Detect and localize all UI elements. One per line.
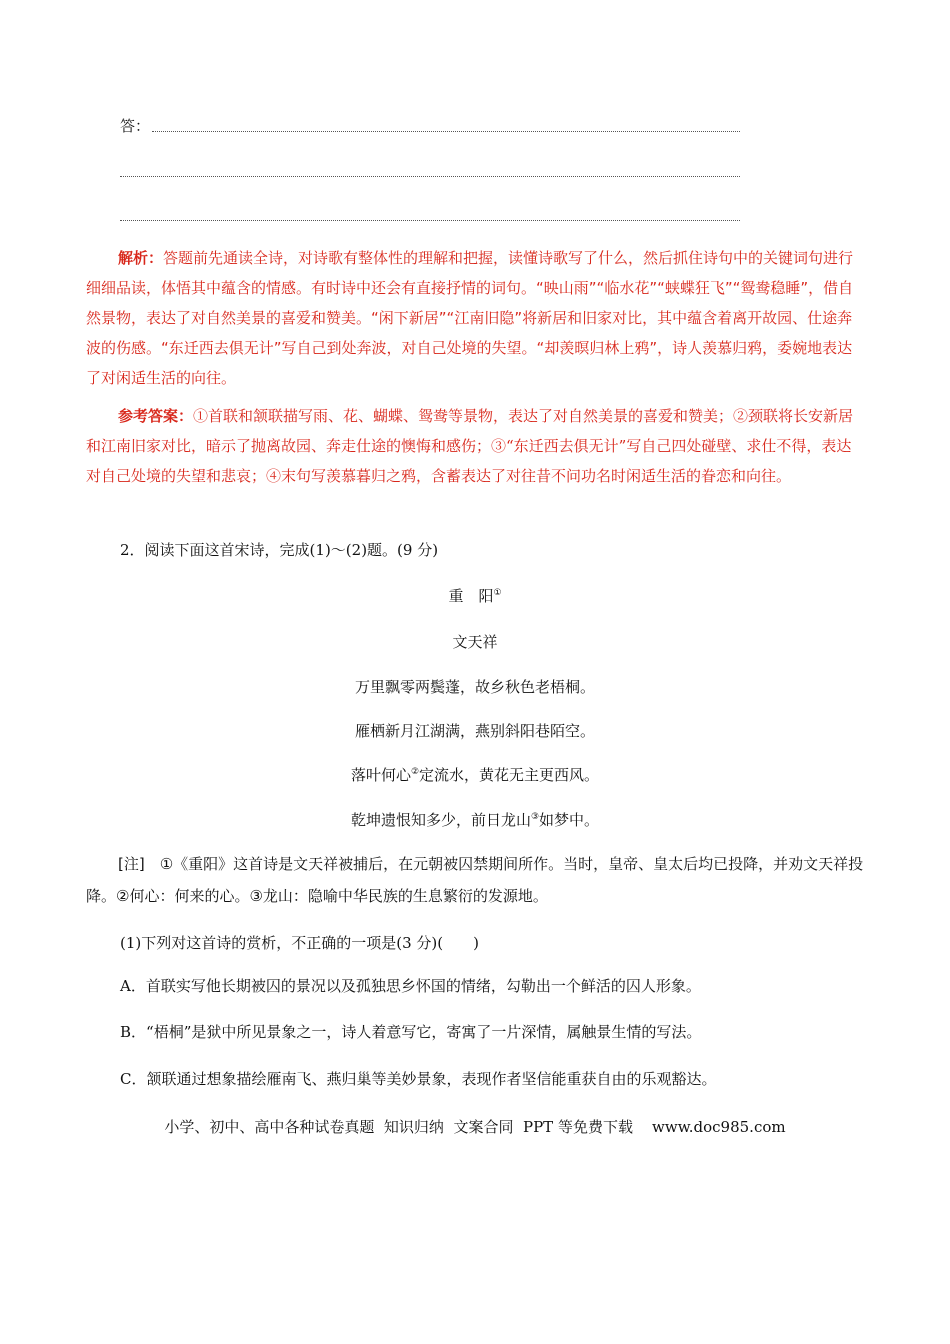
answer-line-2[interactable] xyxy=(120,176,740,177)
poem-line-4 xyxy=(0,809,950,830)
option-b[interactable]: B．“梧桐”是狱中所见景象之一，诗人着意写它，寄寓了一片深情，属触景生情的写法。 xyxy=(120,1023,702,1041)
reference-answer-text: ①首联和颔联描写雨、花、蝴蝶、鸳鸯等景物，表达了对自然美景的喜爱和赞美；②颈联将长安新居和江南旧家对比，暗示了抛离故园、奔走仕途的懊悔和感伤；③“东迁西去俱无计”写自己四处碰壁、求仕不得，表达对自己处境的失望和悲哀；④末句写羡慕暮归之鸦，含蓄表达了对往昔不问功名时闲适生活的眷恋和向往。 xyxy=(86,407,854,485)
answer-line-3[interactable] xyxy=(120,220,740,221)
option-a[interactable]: A．首联实写他长期被囚的景况以及孤独思乡怀国的情绪，勾勒出一个鲜活的囚人形象。 xyxy=(120,977,701,995)
reference-answer-paragraph xyxy=(86,401,866,491)
poem-title-footnote-marker: ① xyxy=(493,588,502,598)
answer-line-1[interactable] xyxy=(152,131,740,132)
footnote-marker-2: ② xyxy=(410,767,420,777)
poem-line-3-part-1: 落叶何心 xyxy=(350,766,411,784)
footnote-marker-3: ③ xyxy=(530,812,540,822)
poem-line-3 xyxy=(0,764,950,785)
poem-notes: [注] ①《重阳》这首诗是文天祥被捕后，在元朝被囚禁期间所作。当时，皇帝、皇太后均已投降，并劝文天祥投降。②何心：何来的心。③龙山：隐喻中华民族的生息繁衍的发源地。 xyxy=(86,855,864,905)
poem-line-3-part-2: 定流水，黄花无主更西风。 xyxy=(419,766,600,784)
sub-question-1: (1)下列对这首诗的赏析，不正确的一项是(3 分)( ) xyxy=(120,934,479,952)
answer-label: 答： xyxy=(120,117,151,135)
poem-line-2: 雁栖新月江湖满，燕别斜阳巷陌空。 xyxy=(354,722,595,740)
poem-author: 文天祥 xyxy=(452,633,498,651)
question-2-heading: 2．阅读下面这首宋诗，完成(1)～(2)题。(9 分) xyxy=(120,541,439,559)
analysis-label: 解析： xyxy=(118,249,164,267)
poem-line-1: 万里飘零两鬓蓬，故乡秋色老梧桐。 xyxy=(354,678,595,696)
reference-answer-label: 参考答案： xyxy=(118,407,194,425)
poem-line-4-part-2: 如梦中。 xyxy=(539,811,600,829)
page-footer: 小学、初中、高中各种试卷真题 知识归纳 文案合同 PPT 等免费下载 www.doc985.com xyxy=(164,1118,786,1136)
poem-line-4-part-1: 乾坤遗恨知多少，前日龙山 xyxy=(350,811,531,829)
poem-title-text: 重 阳 xyxy=(448,587,494,605)
analysis-paragraph xyxy=(86,243,866,393)
option-c[interactable]: C．颔联通过想象描绘雁南飞、燕归巢等美妙景象，表现作者坚信能重获自由的乐观豁达。 xyxy=(120,1070,717,1088)
analysis-text: 答题前先通读全诗，对诗歌有整体性的理解和把握，读懂诗歌写了什么，然后抓住诗句中的关键词句进行细细品读，体悟其中蕴含的情感。有时诗中还会有直接抒情的词句。“映山雨”“临水花”“蛱蝶狂飞”“鸳鸯稳睡”，借自然景物，表达了对自然美景的喜爱和赞美。“闲下新居”“江南旧隐”将新居和旧家对比，其中蕴含着离开故园、仕途奔波的伤感。“东迁西去俱无计”写自己到处奔波，对自己处境的失望。“却羡暝归林上鸦”，诗人羡慕归鸦，委婉地表达了对闲适生活的向往。 xyxy=(86,249,854,387)
poem-title xyxy=(0,585,950,606)
